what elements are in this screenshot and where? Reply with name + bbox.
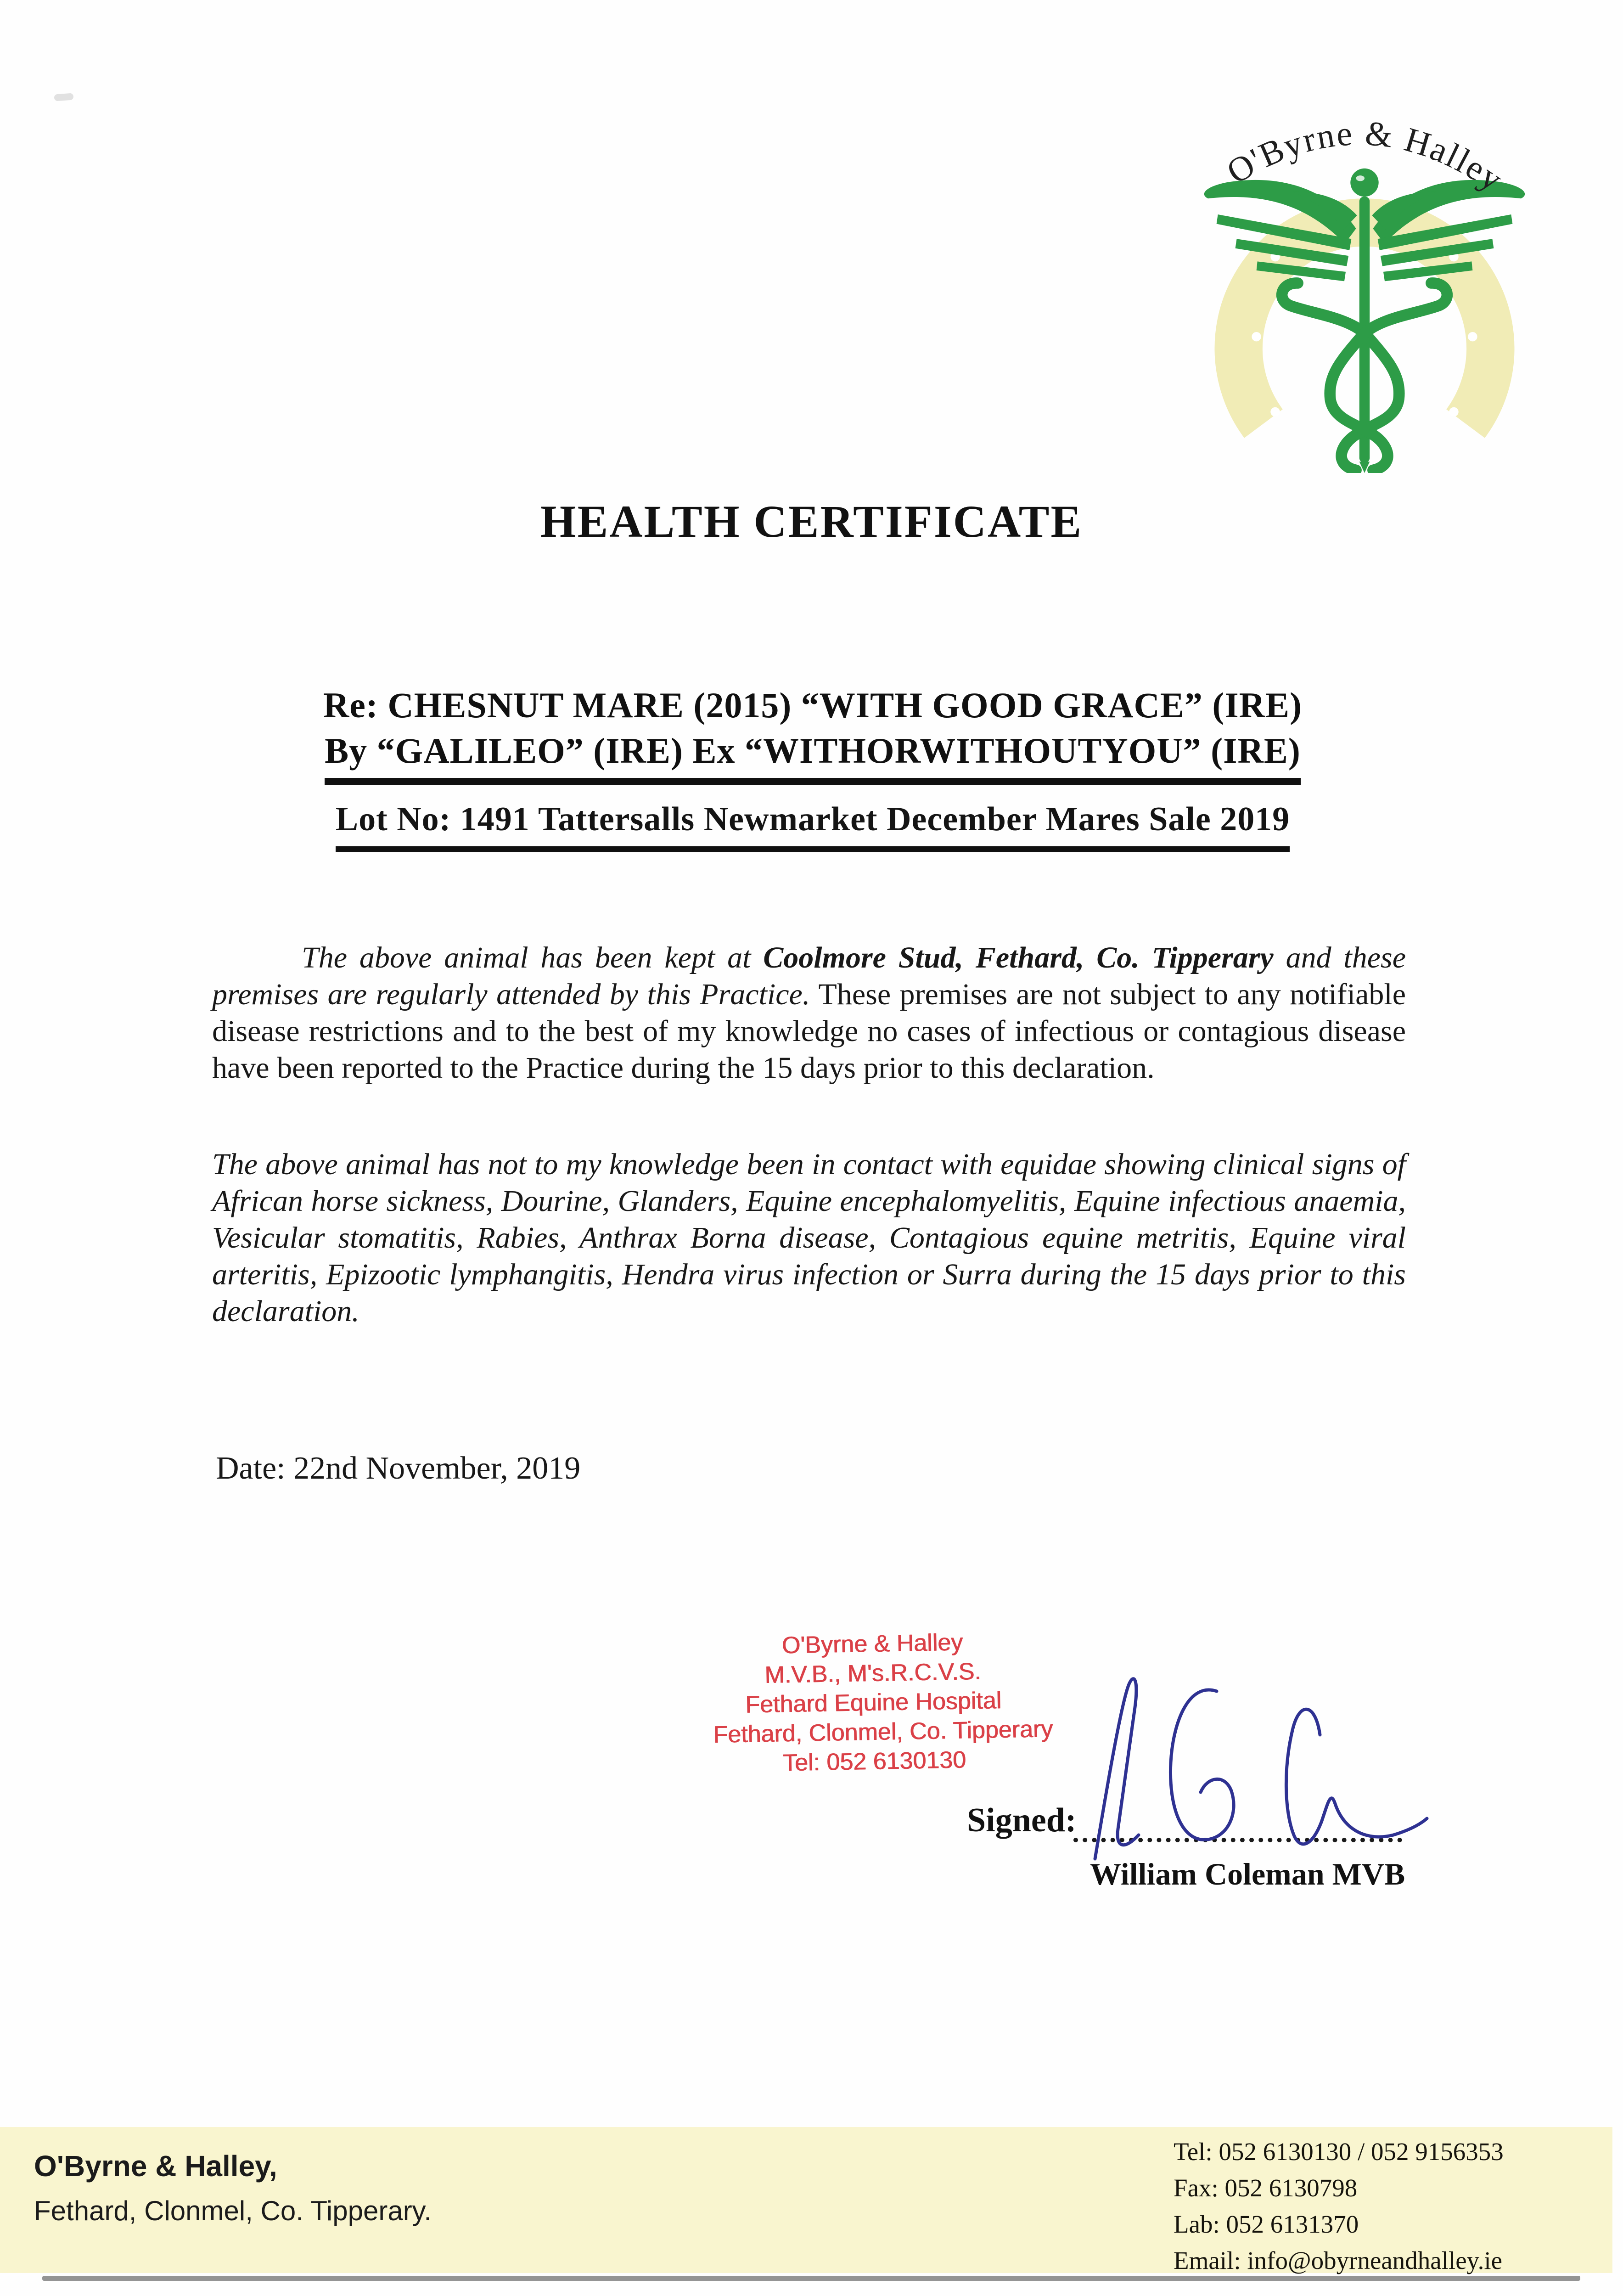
signed-label: Signed: <box>967 1801 1077 1839</box>
para1-roman: These premises are not subject to any notifiable disease restrictions and to the best of my knowledge no cases of infectious or contagious disease have been reported to the Practice during the 15 days prior to this declaration. <box>212 978 1406 1085</box>
date-line: Date: 22nd November, 2019 <box>216 1451 581 1486</box>
scan-smudge-artifact <box>54 93 74 101</box>
stamp-line-1: O'Byrne & Halley <box>781 1629 963 1659</box>
practice-stamp <box>711 1626 1053 1779</box>
caduceus-horseshoe-icon <box>1199 73 1530 473</box>
para1-italic-2: and these premises are regularly attended by this Practice. <box>212 941 1406 1011</box>
declaration-paragraph-2: The above animal has not to my knowledge been in contact with equidae showing clinical signs of African horse sickness, Dourine, Glanders, Equine encephalomyelitis, Equine infectious anaemia, Vesicular stomatitis, Rabies, Anthrax Borna disease, Contagious equine metritis, Equine viral arteritis, Epizootic lymphangitis, Hendra virus infection or Surra during the 15 days prior to this declaration. <box>212 1148 1406 1328</box>
footer-email: Email: info@obyrneandhalley.ie <box>1174 2246 1503 2274</box>
para1-italic-1: The above animal has been kept at <box>302 941 764 974</box>
stamp-line-3: Fethard Equine Hospital <box>745 1687 1002 1718</box>
stamp-line-5: Tel: 052 6130130 <box>782 1746 966 1777</box>
caduceus-knob <box>1350 169 1378 197</box>
footer-lab: Lab: 052 6131370 <box>1174 2210 1359 2238</box>
footer-practice-block <box>34 2149 432 2227</box>
declaration-paragraph-1 <box>212 940 1406 1086</box>
document-title: HEALTH CERTIFICATE <box>540 496 1083 547</box>
footer-contact-block <box>1174 2133 1504 2279</box>
footer-practice-name: O'Byrne & Halley, <box>34 2150 277 2183</box>
pedigree-line: By “GALILEO” (IRE) Ex “WITHORWITHOUTYOU” (IRE) <box>325 730 1301 785</box>
lot-line-wrap <box>193 800 1432 852</box>
stamp-line-4: Fethard, Clonmel, Co. Tipperary <box>713 1716 1053 1749</box>
stamp-line-2: M.V.B., M's.R.C.V.S. <box>764 1658 982 1689</box>
re-line: Re: CHESNUT MARE (2015) “WITH GOOD GRACE” (IRE) <box>323 685 1303 725</box>
footer-practice-address: Fethard, Clonmel, Co. Tipperary. <box>34 2195 432 2226</box>
footer-tel: Tel: 052 6130130 / 052 9156353 <box>1174 2138 1504 2166</box>
footer-fax: Fax: 052 6130798 <box>1174 2174 1358 2202</box>
scan-edge-artifact <box>42 2276 1580 2281</box>
logo-arc-text: O'Byrne & Halley <box>1220 114 1511 200</box>
footer-band <box>0 2127 1612 2273</box>
subject-block <box>193 683 1432 785</box>
lot-line: Lot No: 1491 Tattersalls Newmarket December Mares Sale 2019 <box>336 800 1290 852</box>
handwritten-signature <box>1070 1666 1437 1877</box>
signatory-name: William Coleman MVB <box>1090 1857 1405 1891</box>
practice-logo <box>1199 73 1530 473</box>
para1-stud-name: Coolmore Stud, Fethard, Co. Tipperary <box>763 941 1274 974</box>
